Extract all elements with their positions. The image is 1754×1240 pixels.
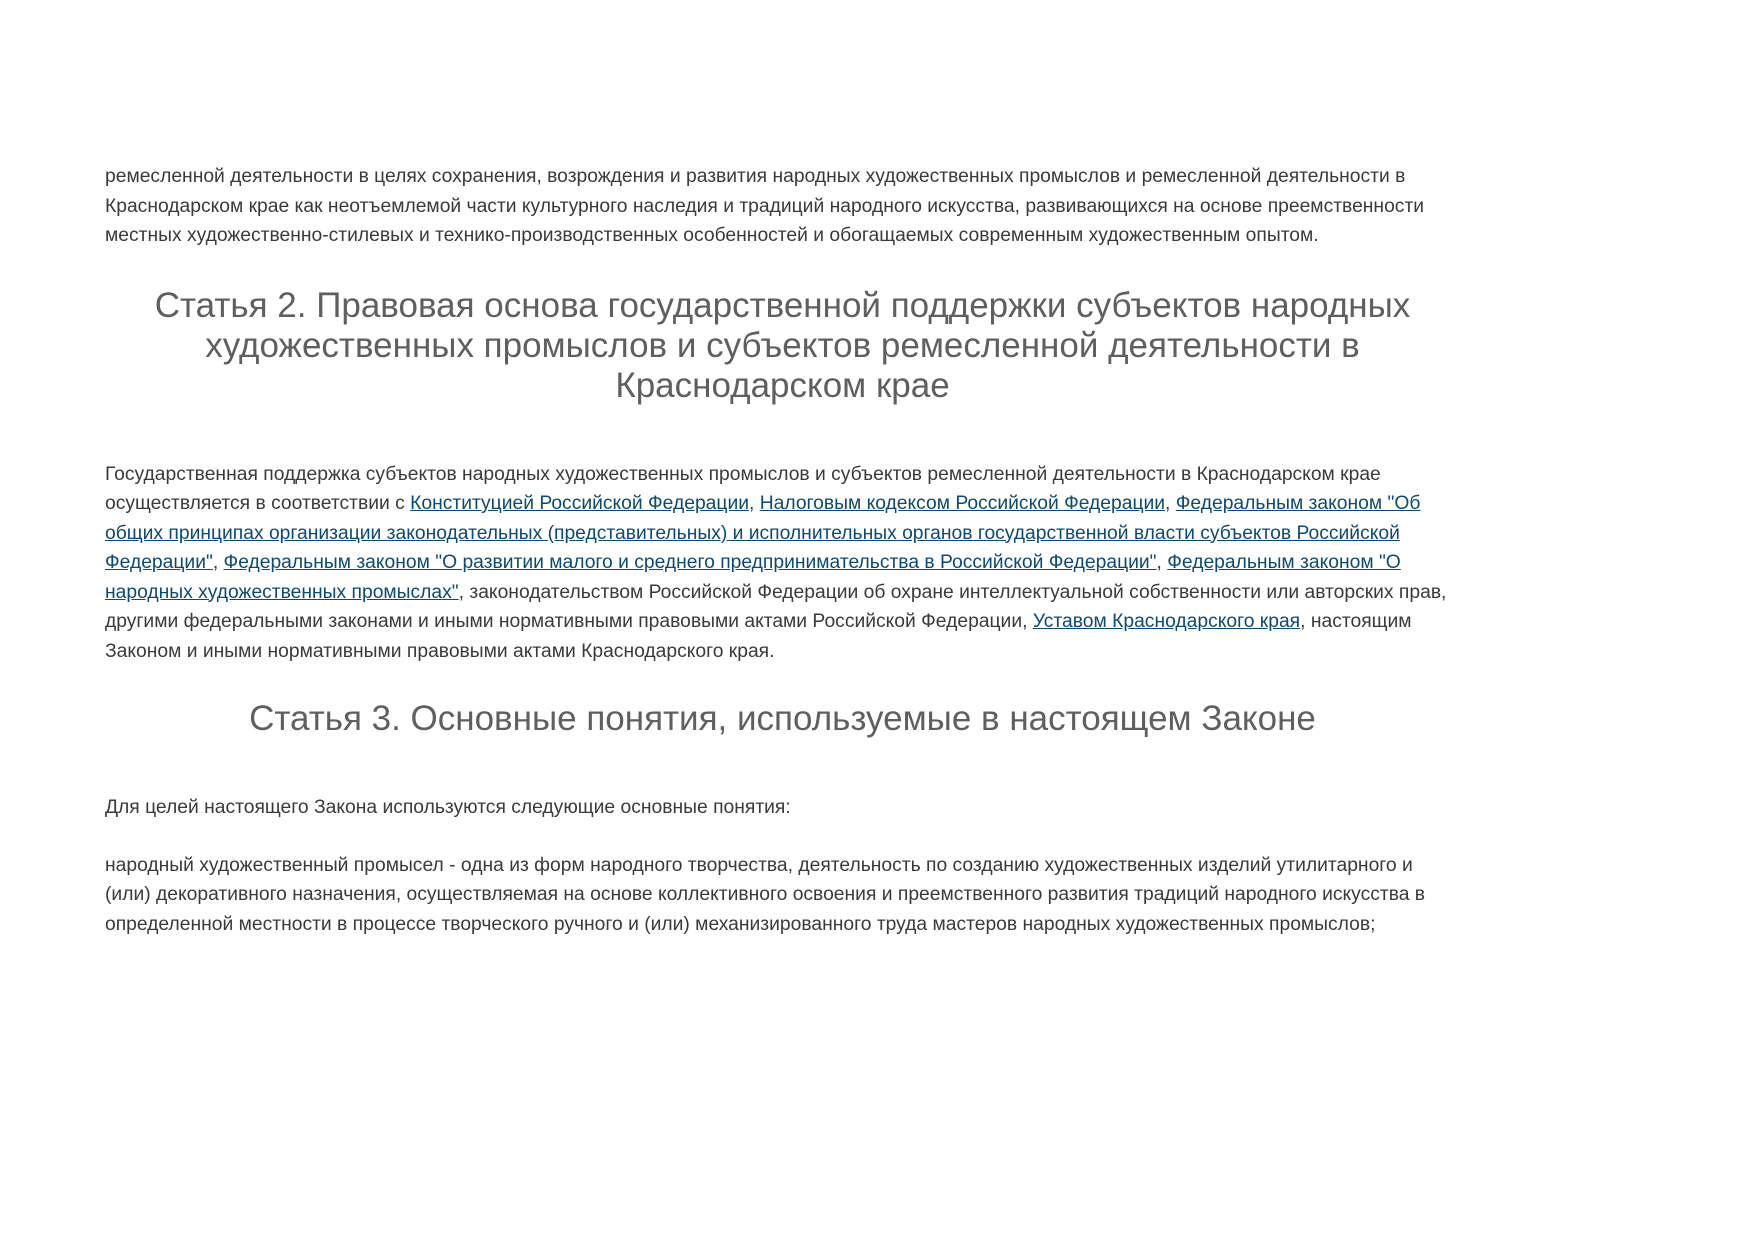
link-federal-law-small-business[interactable]: Федеральным законом "О развитии малого и среднего предпринимательства в Российской Федерации" bbox=[223, 552, 1157, 573]
article-3-heading: Статья 3. Основные понятия, используемые в настоящем Законе bbox=[249, 699, 1316, 738]
separator: , bbox=[1165, 493, 1176, 514]
text: , настоящим Законом и иными нормативными правовыми актами Краснодарского края. bbox=[105, 611, 1412, 662]
paragraph-article-1-end: ремесленной деятельности в целях сохранения, возрождения и развития народных художественных промыслов и ремесленной деятельности в Краснодарском крае как неотъемлемой части культурного наследия и традиций народного искусства, развивающихся на основе преемственности местных художественно-стилевых и технико-производственных особенностей и обогащаемых современным художественным опытом. bbox=[105, 166, 1425, 246]
article-3-definition: народный художественный промысел - одна из форм народного творчества, деятельность по созданию художественных изделий утилитарного и (или) декоративного назначения, осуществляемая на основе коллективного освоения и преемственного развития традиций народного искусства в определенной местности в процессе творческого ручного и (или) механизированного труда мастеров народных художественных промыслов; bbox=[105, 854, 1426, 935]
link-tax-code[interactable]: Налоговым кодексом Российской Федерации bbox=[759, 493, 1166, 514]
text: Государственная поддержка субъектов народных художественных промыслов и субъектов ремесленной деятельности в Краснодарском крае осуществляется в соответствии с bbox=[105, 463, 1381, 514]
text: , законодательством Российской Федерации об охране интеллектуальной собственности или авторских прав, другими федеральными законами и иными нормативными правовыми актами Российской Федерации, bbox=[105, 581, 1447, 632]
link-constitution[interactable]: Конституцией Российской Федерации bbox=[410, 493, 749, 514]
article-2-heading: Статья 2. Правовая основа государственной поддержки субъектов народных художественных промыслов и субъектов ремесленной деятельности в Краснодарском крае bbox=[154, 285, 1411, 405]
link-krasnodar-charter[interactable]: Уставом Краснодарского края bbox=[1032, 611, 1301, 632]
document-page bbox=[105, 162, 1460, 939]
separator: , bbox=[1156, 552, 1168, 573]
article-3-intro: Для целей настоящего Закона используются следующие основные понятия: bbox=[105, 797, 791, 818]
separator: , bbox=[212, 552, 224, 573]
article-2-paragraph bbox=[105, 460, 1460, 667]
link-federal-law-general-principles[interactable]: Федеральным законом "Об общих принципах организации законодательных (представительных) и исполнительных органов государственной власти субъектов Российской Федерации" bbox=[105, 493, 1421, 573]
link-federal-law-folk-crafts[interactable]: Федеральным законом "О народных художественных промыслах" bbox=[105, 552, 1401, 603]
separator: , bbox=[749, 493, 760, 514]
